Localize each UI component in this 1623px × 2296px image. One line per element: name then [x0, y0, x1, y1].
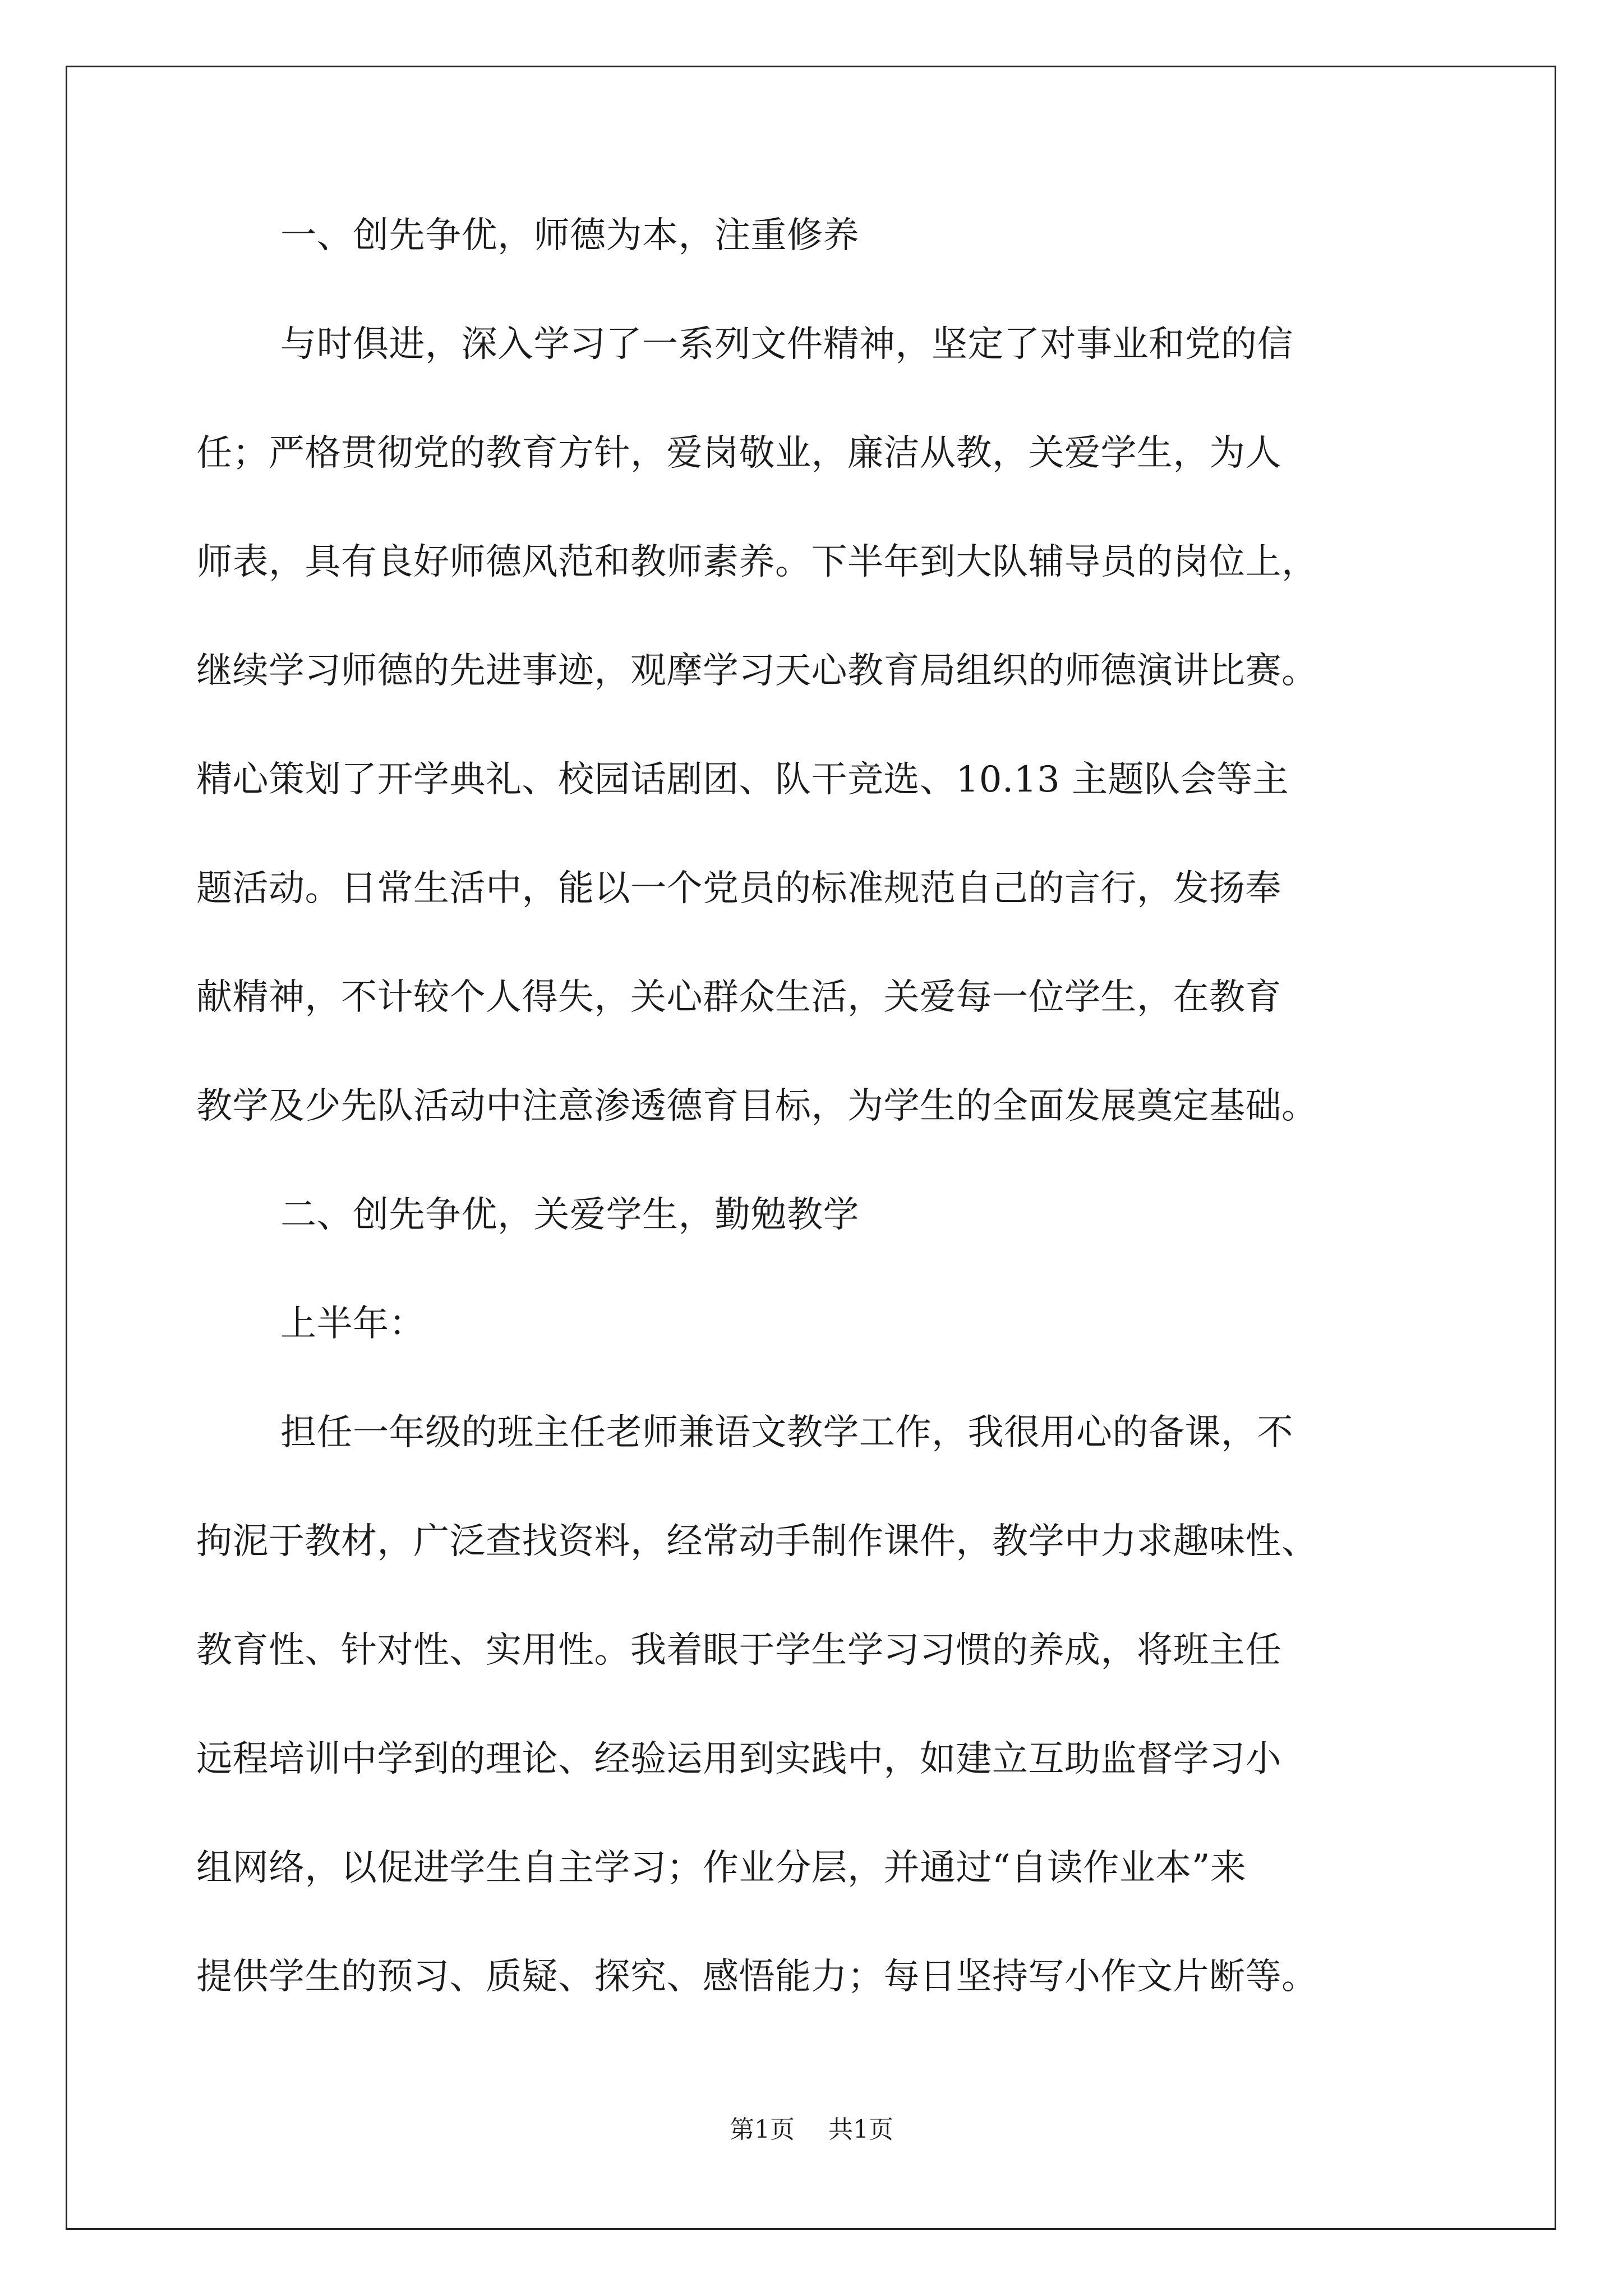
- paragraph-line: 与时俱进，深入学习了一系列文件精神，坚定了对事业和党的信: [280, 324, 1293, 365]
- paragraph-line: 拘泥于教材，广泛查找资料，经常动手制作课件，教学中力求趣味性、: [196, 1521, 1318, 1562]
- page-total: 共1页: [828, 2115, 893, 2144]
- subsection-label: 上半年：: [280, 1303, 425, 1345]
- paragraph-line: 献精神，不计较个人得失，关心群众生活，关爱每一位学生，在教育: [196, 977, 1281, 1018]
- paragraph-line: 精心策划了开学典礼、校园话剧团、队干竞选、10.13 主题队会等主: [196, 759, 1289, 800]
- paragraph-line: 组网络，以促进学生自主学习；作业分层，并通过“自读作业本”来: [196, 1847, 1247, 1889]
- paragraph-line: 题活动。日常生活中，能以一个党员的标准规范自己的言行，发扬奉: [196, 868, 1281, 909]
- paragraph-line: 教学及少先队活动中注意渗透德育目标，为学生的全面发展奠定基础。: [196, 1085, 1318, 1127]
- document-body: [196, 208, 1430, 2058]
- section-heading-1: 一、创先争优，师德为本，注重修养: [280, 215, 859, 256]
- paragraph-line: 继续学习师德的先进事迹，观摩学习天心教育局组织的师德演讲比赛。: [196, 650, 1318, 692]
- paragraph-line: 担任一年级的班主任老师兼语文教学工作，我很用心的备课，不: [280, 1412, 1293, 1453]
- section-heading-2: 二、创先争优，关爱学生，勤勉教学: [280, 1194, 859, 1236]
- paragraph-line: 提供学生的预习、质疑、探究、感悟能力；每日坚持写小作文片断等。: [196, 1956, 1318, 1998]
- page-footer: [0, 2109, 1623, 2145]
- paragraph-line: 远程培训中学到的理论、经验运用到实践中，如建立互助监督学习小: [196, 1738, 1281, 1780]
- page-number: 第1页: [730, 2115, 795, 2144]
- paragraph-line: 师表，具有良好师德风范和教师素养。下半年到大队辅导员的岗位上，: [196, 541, 1318, 583]
- paragraph-line: 任；严格贯彻党的教育方针，爱岗敬业，廉洁从教，关爱学生，为人: [196, 432, 1281, 474]
- paragraph-line: 教育性、针对性、实用性。我着眼于学生学习习惯的养成，将班主任: [196, 1630, 1281, 1671]
